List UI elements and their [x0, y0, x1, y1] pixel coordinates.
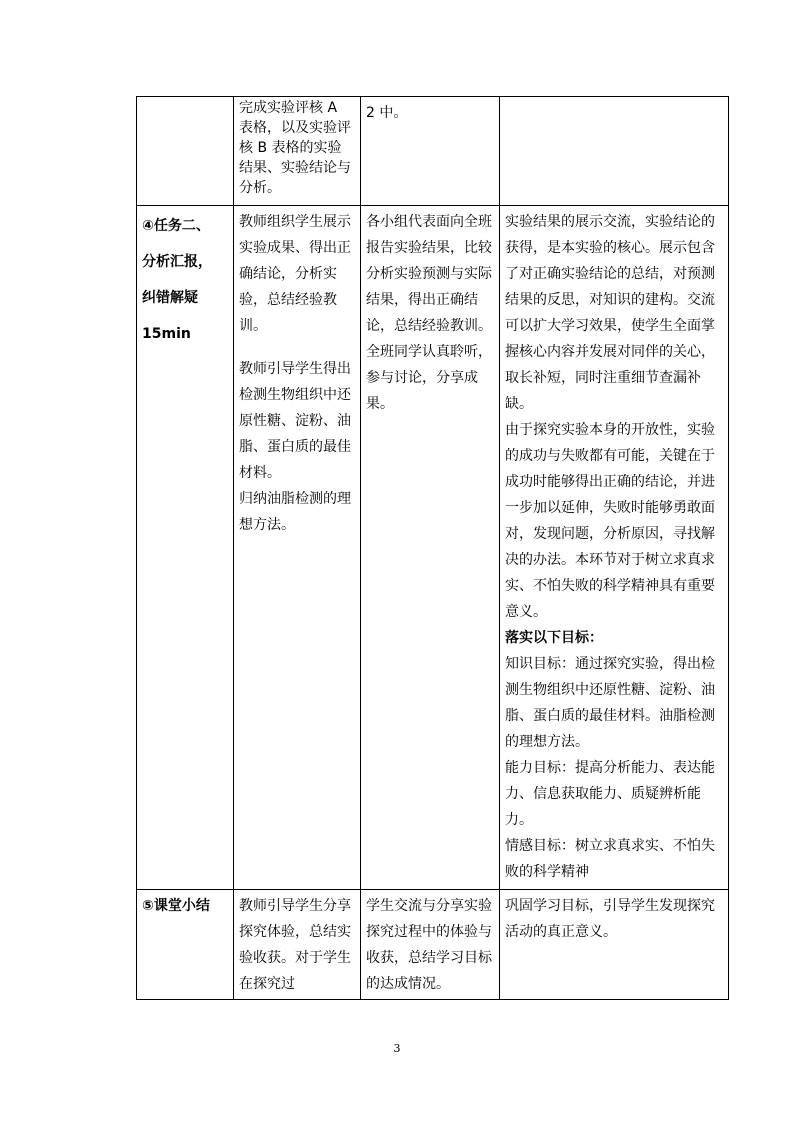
page-number: 3 [393, 1042, 401, 1055]
table-row [137, 97, 729, 206]
student-activity-cell [361, 890, 500, 1000]
teacher-activity-text: 完成实验评核 A 表格，以及实验评核 B 表格的实验结果、实验结论与分析。 [239, 100, 351, 196]
teacher-activity-text: 教师引导学生分享探究体验，总结实验收获。对于学生在探究过 [239, 898, 351, 992]
teacher-activity-text: 教师引导学生得出检测生物组织中还原性糖、淀粉、油脂、蛋白质的最佳材料。 [239, 361, 351, 481]
design-intent-cell [500, 97, 729, 206]
teacher-activity-text: 归纳油脂检测的理想方法。 [239, 491, 351, 533]
goals-heading: 落实以下目标： [505, 630, 603, 646]
teacher-activity-cell [234, 97, 361, 206]
stage-label: ⑤课堂小结 [142, 898, 210, 914]
student-activity-text: 学生交流与分享实验探究过程中的体验与收获，总结学习目标的达成情况。 [366, 898, 492, 992]
stage-cell [137, 890, 234, 1000]
student-activity-cell [361, 97, 500, 206]
lesson-plan-table [136, 96, 729, 1000]
stage-label: ④任务二、 分析汇报， 纠错解疑 15min [142, 218, 212, 342]
stage-cell [137, 206, 234, 890]
table-row [137, 890, 729, 1000]
design-intent-text: 实验结果的展示交流，实验结论的获得，是本实验的核心。展示包含了对正确实验结论的总结，对预测结果的反思，对知识的建构。交流可以扩大学习效果，使学生全面掌握核心内容并发展对同伴的关心，取长补短，同时注重细节查漏补缺。 [505, 214, 715, 412]
teacher-activity-cell [234, 206, 361, 890]
design-intent-cell [500, 890, 729, 1000]
design-intent-text: 巩固学习目标，引导学生发现探究活动的真正意义。 [505, 898, 715, 940]
ability-goal: 能力目标：提高分析能力、表达能力、信息获取能力、质疑辨析能力。 [505, 760, 715, 828]
student-activity-text: 2 中。 [366, 105, 408, 121]
table-row [137, 206, 729, 890]
student-activity-cell [361, 206, 500, 890]
stage-cell [137, 97, 234, 206]
student-activity-text: 全班同学认真聆听，参与讨论，分享成果。 [366, 344, 492, 412]
student-activity-text: 各小组代表面向全班报告实验结果，比较分析实验预测与实际结果，得出正确结论，总结经验教训。 [366, 214, 492, 334]
teacher-activity-cell [234, 890, 361, 1000]
knowledge-goal: 知识目标：通过探究实验，得出检测生物组织中还原性糖、淀粉、油脂、蛋白质的最佳材料。油脂检测的理想方法。 [505, 656, 715, 750]
emotion-goal: 情感目标：树立求真求实、不怕失败的科学精神 [505, 838, 715, 880]
design-intent-cell [500, 206, 729, 890]
teacher-activity-text: 教师组织学生展示实验成果、得出正确结论，分析实验，总结经验教训。 [239, 214, 351, 334]
design-intent-text: 由于探究实验本身的开放性，实验的成功与失败都有可能，关键在于成功时能够得出正确的结论，并进一步加以延伸，失败时能够勇敢面对，发现问题，分析原因，寻找解决的办法。本环节对于树立求真求实、不怕失败的科学精神具有重要意义。 [505, 422, 715, 620]
